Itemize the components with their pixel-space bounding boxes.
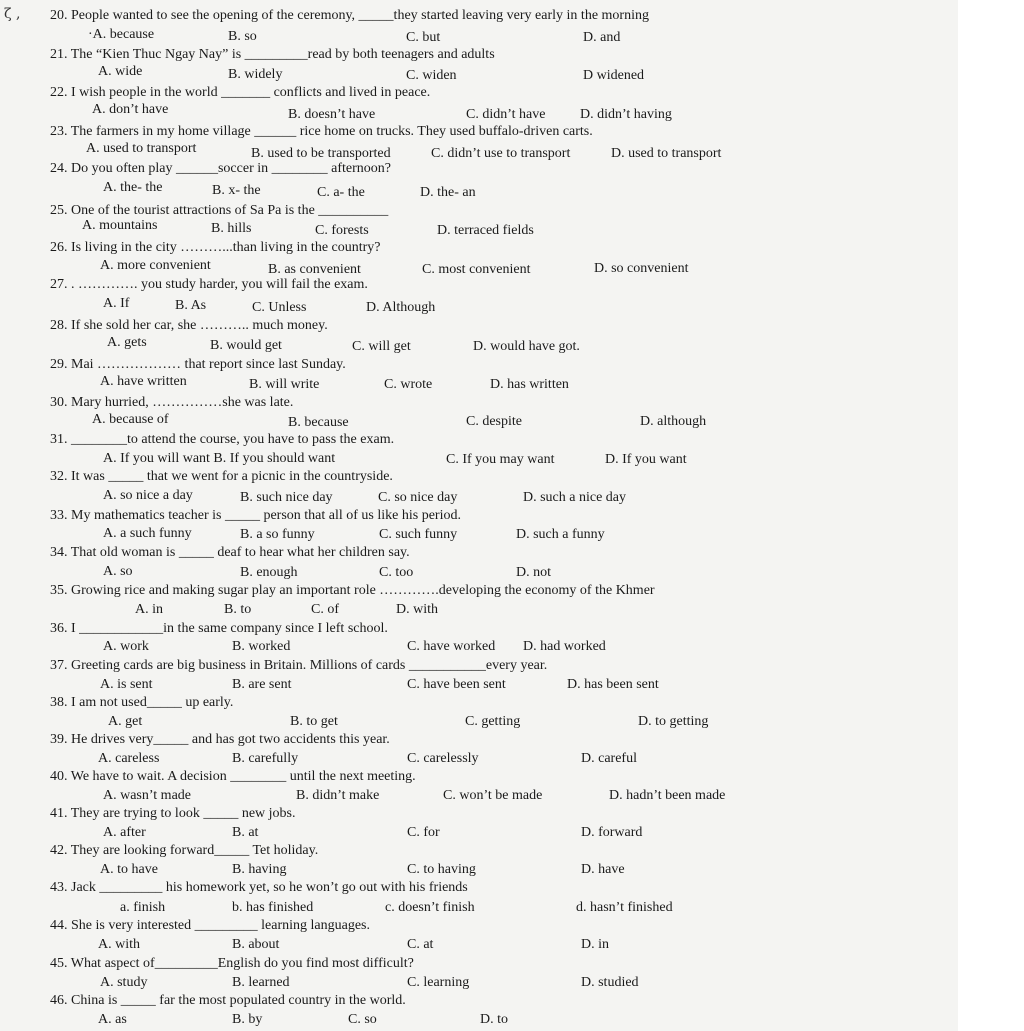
answer-option: C. didn’t use to transport xyxy=(431,146,571,161)
answer-option: D. have xyxy=(581,862,625,877)
answer-option: c. doesn’t finish xyxy=(385,900,475,915)
answer-option: D. studied xyxy=(581,975,639,990)
answer-option: C. too xyxy=(379,565,414,580)
answer-option: C. getting xyxy=(465,714,521,729)
answer-option: A. with xyxy=(98,937,140,952)
answer-option: A. a such funny xyxy=(103,526,192,541)
answer-option: A. in xyxy=(135,602,163,617)
answer-option: A. is sent xyxy=(100,677,153,692)
answer-option: A. have written xyxy=(100,374,187,389)
question-line: 28. If she sold her car, she ……….. much money. xyxy=(50,318,328,333)
answer-option: C. have been sent xyxy=(407,677,506,692)
answer-option: D. and xyxy=(583,30,621,45)
answer-option: A. more convenient xyxy=(100,258,211,273)
answer-option: A. wasn’t made xyxy=(103,788,191,803)
answer-option: B. to get xyxy=(290,714,338,729)
answer-option: A. If you will want B. If you should want xyxy=(103,451,336,466)
answer-option: B. learned xyxy=(232,975,290,990)
answer-option: C. forests xyxy=(315,223,369,238)
answer-option: A. wide xyxy=(98,64,143,79)
answer-option: C. If you may want xyxy=(446,452,555,467)
answer-option: C. to having xyxy=(407,862,476,877)
answer-option: A. work xyxy=(103,639,149,654)
answer-option: C. for xyxy=(407,825,440,840)
question-line: 36. I ____________in the same company since I left school. xyxy=(50,621,388,636)
answer-option: C. such funny xyxy=(379,527,458,542)
answer-option: C. but xyxy=(406,30,441,45)
answer-option: B. by xyxy=(232,1012,263,1027)
question-line: 31. ________to attend the course, you have to pass the exam. xyxy=(50,432,395,447)
answer-option: D. not xyxy=(516,565,551,580)
answer-option: D. didn’t having xyxy=(580,107,672,122)
answer-option: A. as xyxy=(98,1012,127,1027)
answer-option: A. because of xyxy=(92,412,169,427)
answer-option: a. finish xyxy=(120,900,166,915)
answer-option: D. would have got. xyxy=(473,339,580,354)
question-line: 27. . …………. you study harder, you will fail the exam. xyxy=(50,277,368,292)
corner-mark: ζ , xyxy=(4,6,21,22)
right-margin xyxy=(958,0,1024,1031)
answer-option: B. because xyxy=(288,415,349,430)
answer-option: D. hadn’t been made xyxy=(609,788,726,803)
answer-option: D widened xyxy=(583,68,645,83)
question-line: 20. People wanted to see the opening of the ceremony, _____they started leaving very early in the morning xyxy=(50,8,649,23)
answer-option: C. wrote xyxy=(384,377,433,392)
answer-option: D. Although xyxy=(366,300,436,315)
answer-option: D. careful xyxy=(581,751,637,766)
question-line: 42. They are looking forward_____ Tet holiday. xyxy=(50,843,319,858)
answer-option: B. to xyxy=(224,602,252,617)
answer-option: B. would get xyxy=(210,338,282,353)
answer-option: C. of xyxy=(311,602,339,617)
answer-option: D. has written xyxy=(490,377,569,392)
question-line: 39. He drives very_____ and has got two accidents this year. xyxy=(50,732,390,747)
answer-option: B. didn’t make xyxy=(296,788,380,803)
answer-option: B. are sent xyxy=(232,677,292,692)
question-line: 26. Is living in the city ………...than living in the country? xyxy=(50,240,381,255)
answer-option: C. didn’t have xyxy=(466,107,546,122)
answer-option: A. careless xyxy=(98,751,160,766)
answer-option: B. x- the xyxy=(212,183,261,198)
answer-option: D. although xyxy=(640,414,707,429)
answer-option: D. had worked xyxy=(523,639,606,654)
answer-option: b. has finished xyxy=(232,900,314,915)
question-line: 44. She is very interested _________ learning languages. xyxy=(50,918,370,933)
answer-option: D. If you want xyxy=(605,452,687,467)
question-line: 32. It was _____ that we went for a picnic in the countryside. xyxy=(50,469,393,484)
answer-option: B. such nice day xyxy=(240,490,333,505)
answer-option: B. worked xyxy=(232,639,291,654)
answer-option: B. will write xyxy=(249,377,320,392)
answer-option: A. gets xyxy=(107,335,147,350)
question-line: 37. Greeting cards are big business in Britain. Millions of cards ___________every year. xyxy=(50,658,548,673)
question-line: 34. That old woman is _____ deaf to hear what her children say. xyxy=(50,545,410,560)
question-line: 41. They are trying to look _____ new jobs. xyxy=(50,806,296,821)
answer-option: B. about xyxy=(232,937,280,952)
answer-option: d. hasn’t finished xyxy=(576,900,673,915)
question-line: 23. The farmers in my home village ______ rice home on trucks. They used buffalo-driven carts. xyxy=(50,124,593,139)
answer-option: B. at xyxy=(232,825,259,840)
answer-option: C. despite xyxy=(466,414,522,429)
answer-option: B. so xyxy=(228,29,257,44)
answer-option: B. enough xyxy=(240,565,298,580)
answer-option: D. in xyxy=(581,937,609,952)
answer-option: C. learning xyxy=(407,975,470,990)
question-line: 43. Jack _________ his homework yet, so he won’t go out with his friends xyxy=(50,880,468,895)
question-line: 45. What aspect of_________English do you find most difficult? xyxy=(50,956,414,971)
answer-option: ·A. because xyxy=(88,27,155,42)
answer-option: D. such a nice day xyxy=(523,490,627,505)
answer-option: D. to getting xyxy=(638,714,709,729)
answer-option: D. used to transport xyxy=(611,146,722,161)
answer-option: C. widen xyxy=(406,68,457,83)
answer-option: A. so nice a day xyxy=(103,488,193,503)
answer-option: C. a- the xyxy=(317,185,365,200)
answer-option: C. have worked xyxy=(407,639,496,654)
answer-option: A. to have xyxy=(100,862,158,877)
answer-option: D. terraced fields xyxy=(437,223,534,238)
answer-option: A. after xyxy=(103,825,146,840)
answer-option: A. don’t have xyxy=(92,102,169,117)
question-line: 29. Mai ……………… that report since last Sunday. xyxy=(50,357,346,372)
answer-option: B. doesn’t have xyxy=(288,107,376,122)
answer-option: B. a so funny xyxy=(240,527,315,542)
answer-option: A. If xyxy=(103,296,130,311)
answer-option: D. forward xyxy=(581,825,643,840)
answer-option: D. with xyxy=(396,602,438,617)
answer-option: B. as convenient xyxy=(268,262,361,277)
answer-option: B. carefully xyxy=(232,751,299,766)
answer-option: D. has been sent xyxy=(567,677,659,692)
question-line: 30. Mary hurried, ……………she was late. xyxy=(50,395,294,410)
question-line: 33. My mathematics teacher is _____ person that all of us like his period. xyxy=(50,508,461,523)
answer-option: B. having xyxy=(232,862,287,877)
answer-option: C. most convenient xyxy=(422,262,531,277)
answer-option: D. so convenient xyxy=(594,261,689,276)
question-line: 35. Growing rice and making sugar play an important role ………….developing the economy of the Khmer xyxy=(50,583,655,598)
answer-option: C. Unless xyxy=(252,300,307,315)
answer-option: B. widely xyxy=(228,67,283,82)
answer-option: B. hills xyxy=(211,221,252,236)
answer-option: C. will get xyxy=(352,339,411,354)
question-line: 25. One of the tourist attractions of Sa Pa is the __________ xyxy=(50,203,389,218)
answer-option: B. used to be transported xyxy=(251,146,391,161)
answer-option: D. such a funny xyxy=(516,527,605,542)
answer-option: A. get xyxy=(108,714,143,729)
question-line: 24. Do you often play ______soccer in ________ afternoon? xyxy=(50,161,391,176)
answer-option: A. used to transport xyxy=(86,141,197,156)
question-line: 46. China is _____ far the most populated country in the world. xyxy=(50,993,406,1008)
question-line: 22. I wish people in the world _______ conflicts and lived in peace. xyxy=(50,85,431,100)
question-line: 40. We have to wait. A decision ________ until the next meeting. xyxy=(50,769,416,784)
answer-option: A. mountains xyxy=(82,218,158,233)
answer-option: B. As xyxy=(175,298,207,313)
answer-option: C. carelessly xyxy=(407,751,479,766)
answer-option: D. to xyxy=(480,1012,508,1027)
answer-option: A. so xyxy=(103,564,133,579)
answer-option: C. so nice day xyxy=(378,490,458,505)
answer-option: A. the- the xyxy=(103,180,163,195)
answer-option: A. study xyxy=(100,975,148,990)
answer-option: C. won’t be made xyxy=(443,788,543,803)
question-line: 38. I am not used_____ up early. xyxy=(50,695,234,710)
question-line: 21. The “Kien Thuc Ngay Nay” is _________read by both teenagers and adults xyxy=(50,47,495,62)
answer-option: C. at xyxy=(407,937,434,952)
answer-option: C. so xyxy=(348,1012,377,1027)
answer-option: D. the- an xyxy=(420,185,476,200)
